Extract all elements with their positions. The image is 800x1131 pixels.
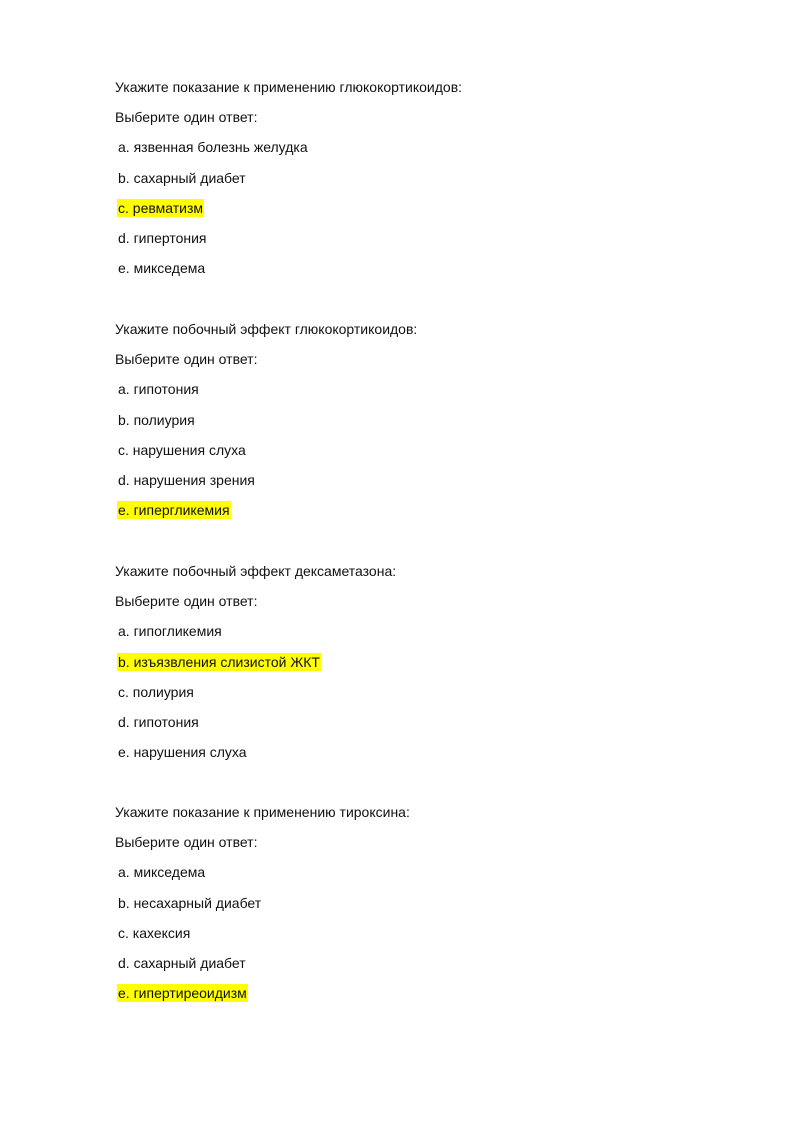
option-text: c. полиурия xyxy=(118,683,194,700)
question-3 xyxy=(115,556,715,767)
option-text: d. гипотония xyxy=(118,713,199,730)
option-b xyxy=(115,163,715,193)
option-a xyxy=(115,132,715,162)
option-text: d. сахарный диабет xyxy=(118,954,246,971)
option-text: b. полиурия xyxy=(118,411,195,428)
option-text: a. гипотония xyxy=(118,381,199,398)
option-e xyxy=(115,737,715,767)
option-text: d. гипертония xyxy=(118,229,207,246)
option-text: e. гипергликемия xyxy=(118,502,230,519)
option-b-highlighted xyxy=(115,647,715,677)
question-1 xyxy=(115,72,715,283)
option-text: b. изъязвления слизистой ЖКТ xyxy=(118,653,320,670)
option-c xyxy=(115,677,715,707)
question-2 xyxy=(115,314,715,525)
option-text: a. микседема xyxy=(118,864,206,881)
option-text: a. гипогликемия xyxy=(118,623,222,640)
option-c xyxy=(115,918,715,948)
option-d xyxy=(115,948,715,978)
answer-instruction: Выберите один ответ: xyxy=(115,109,258,126)
option-text: b. несахарный диабет xyxy=(118,894,262,911)
question-prompt: Укажите показание к применению глюкокортикоидов: xyxy=(115,79,463,95)
option-text: a. язвенная болезнь желудка xyxy=(118,139,308,156)
option-text: e. микседема xyxy=(118,260,206,277)
question-prompt: Укажите побочный эффект дексаметазона: xyxy=(115,563,397,579)
option-text: c. ревматизм xyxy=(118,199,204,216)
option-e xyxy=(115,253,715,283)
option-text: c. нарушения слуха xyxy=(118,441,246,458)
option-text: d. нарушения зрения xyxy=(118,471,255,488)
option-d xyxy=(115,707,715,737)
answer-instruction: Выберите один ответ: xyxy=(115,834,258,851)
option-e-highlighted xyxy=(115,978,715,1008)
option-a xyxy=(115,616,715,646)
option-a xyxy=(115,857,715,887)
option-text: e. нарушения слуха xyxy=(118,744,247,761)
question-prompt: Укажите показание к применению тироксина: xyxy=(115,804,410,820)
option-text: c. кахексия xyxy=(118,924,191,941)
question-4 xyxy=(115,797,715,1008)
option-a xyxy=(115,374,715,404)
question-prompt: Укажите побочный эффект глюкокортикоидов: xyxy=(115,321,418,337)
answer-instruction: Выберите один ответ: xyxy=(115,593,258,610)
option-d xyxy=(115,223,715,253)
option-text: e. гипертиреоидизм xyxy=(118,985,247,1002)
option-d xyxy=(115,465,715,495)
option-text: b. сахарный диабет xyxy=(118,169,246,186)
option-e-highlighted xyxy=(115,495,715,525)
answer-instruction: Выберите один ответ: xyxy=(115,351,258,368)
option-b xyxy=(115,888,715,918)
option-c-highlighted xyxy=(115,193,715,223)
option-b xyxy=(115,405,715,435)
option-c xyxy=(115,435,715,465)
